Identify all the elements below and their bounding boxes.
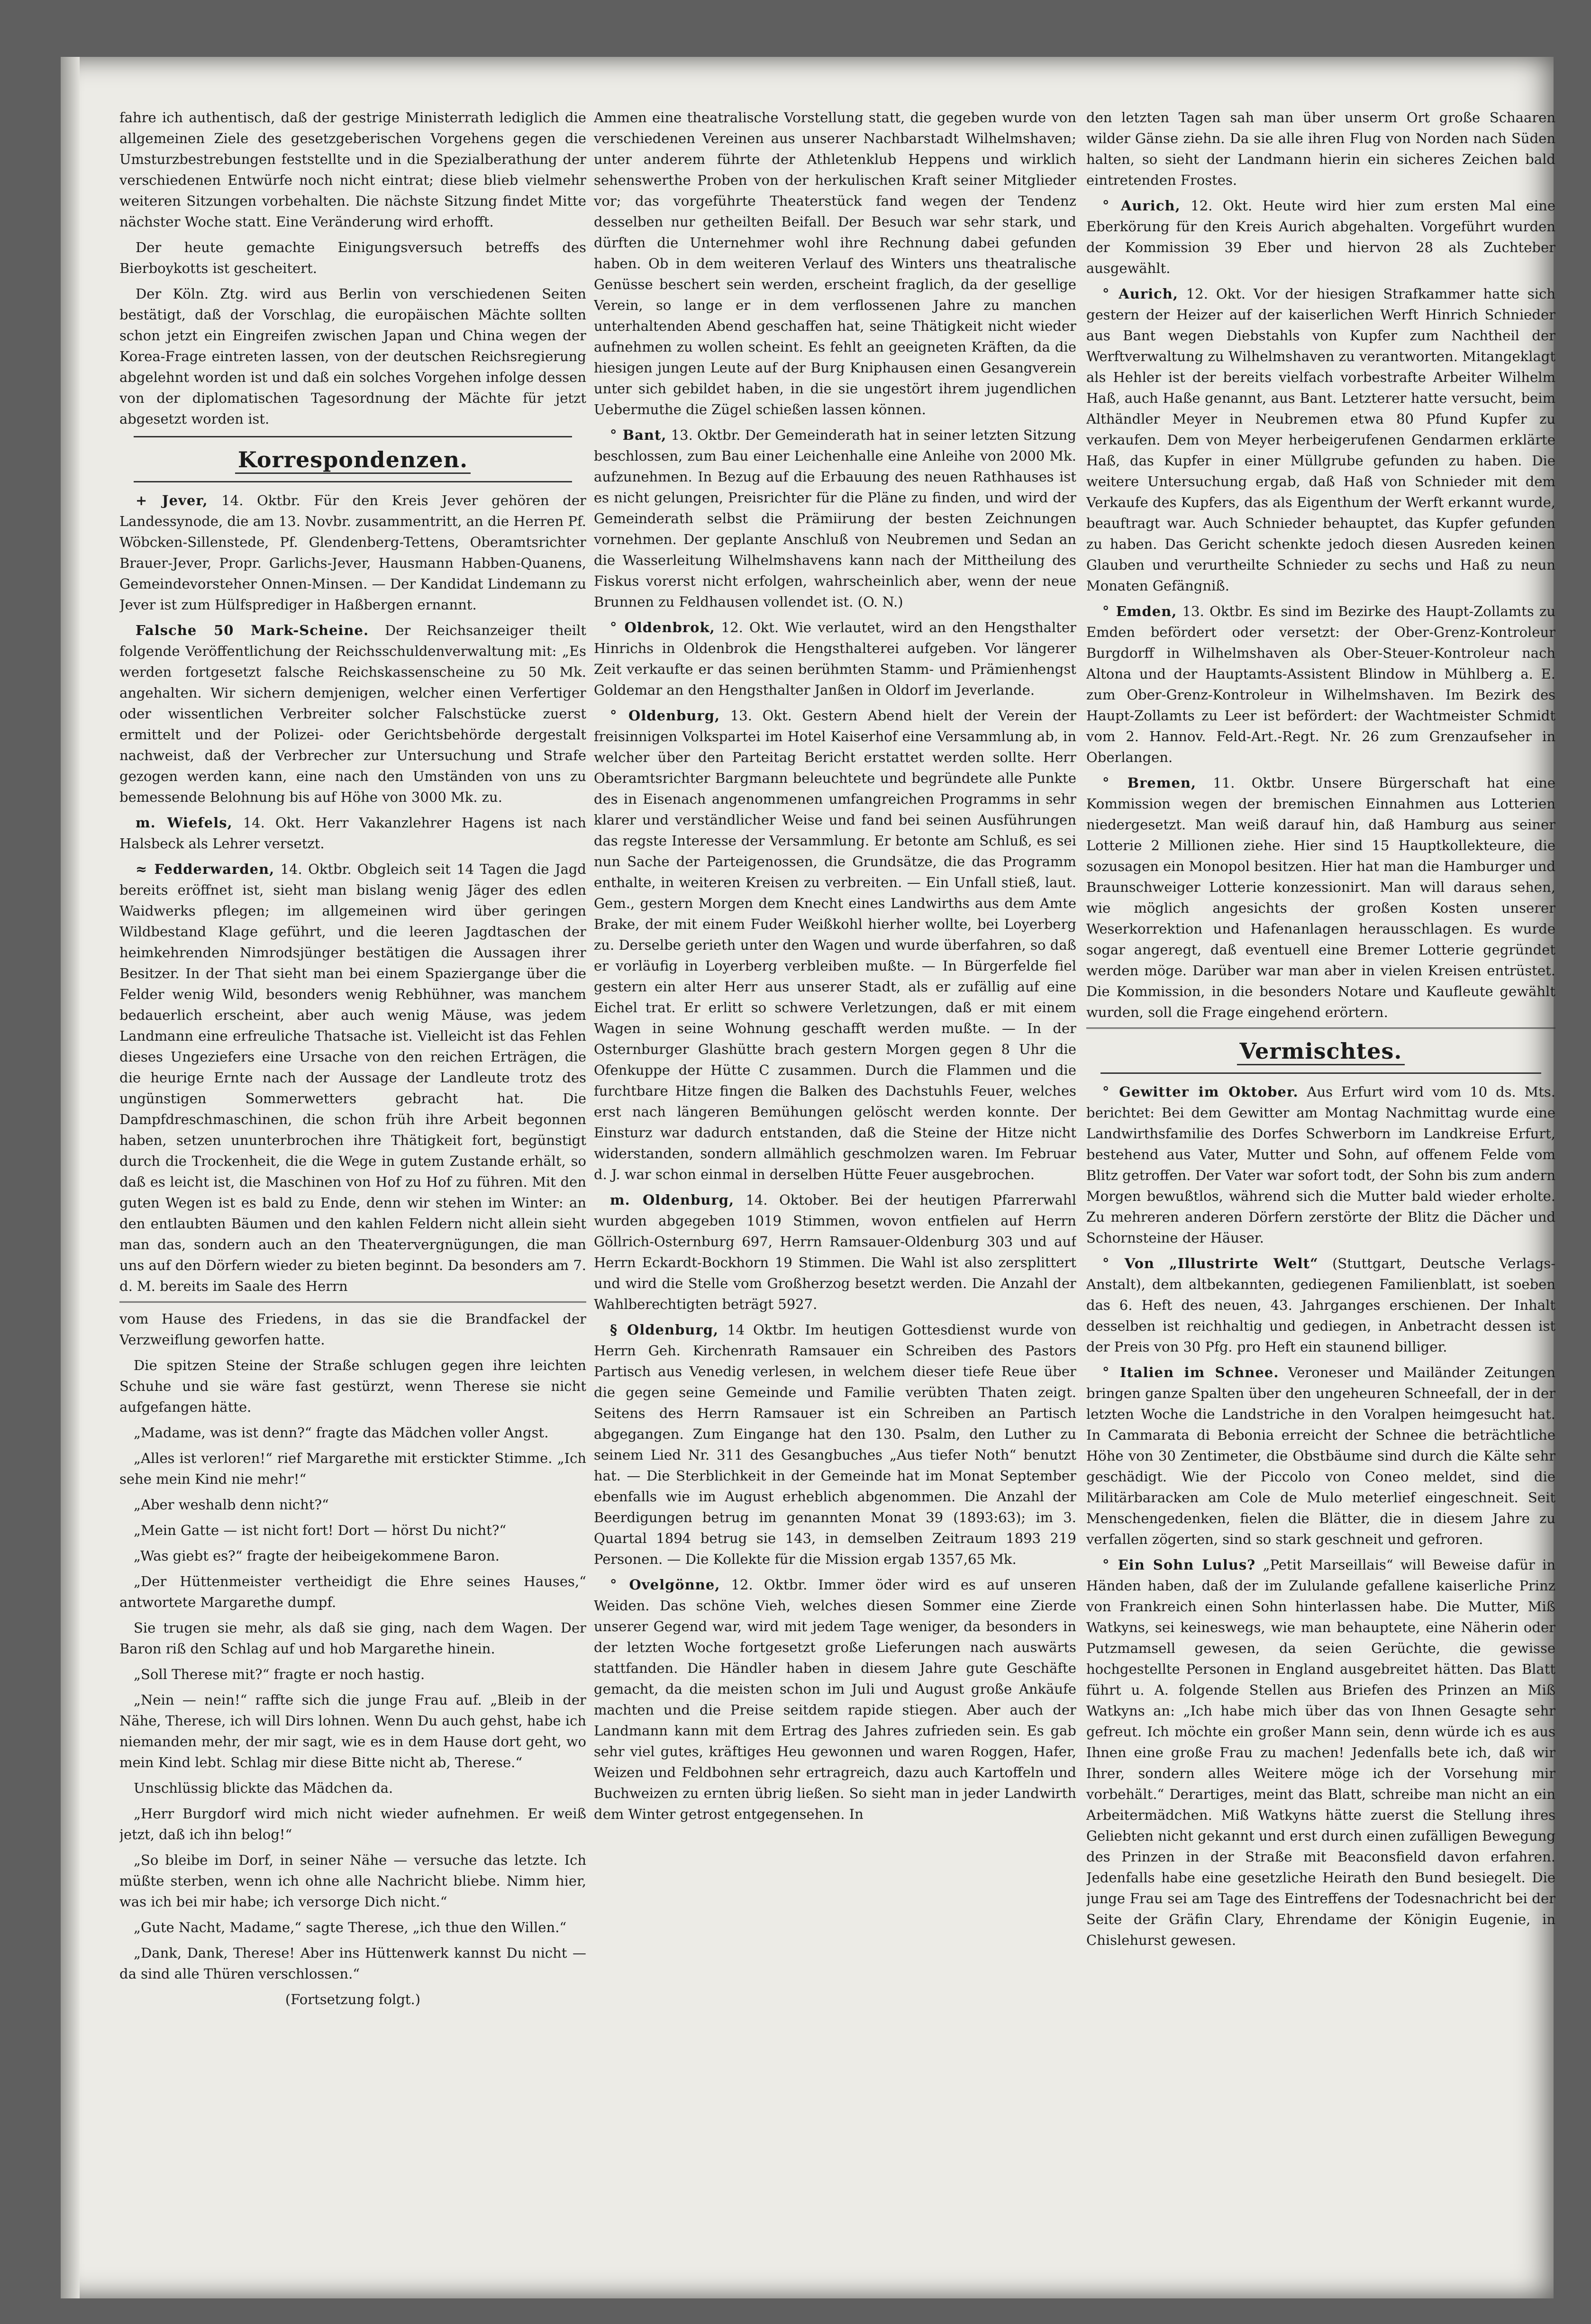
misc-news [1086, 1081, 1555, 1951]
news-body: den letzten Tagen sah man über unserm Ort große Schaaren wilder Gänse ziehn. Da sie alle ihren Flug von Norden nach Süden halten, so sieht der Landmann hierin ein sicheres Zeichen bald eintretenden Frostes. [1086, 109, 1555, 188]
news-item [1086, 195, 1555, 279]
paragraph: Der Köln. Ztg. wird aus Berlin von verschiedenen Seiten bestätigt, daß der Vorschlag, die europäischen Mächte sollten schon jetzt ein Eingreifen zwischen Japan und China wegen der Korea-Frage eintreten lassen, von der deutschen Reichsregierung abgelehnt worden ist und daß ein solches Vorgehen infolge dessen von der diplomatischen Tagesordnung der Mächte für jetzt abgesetzt worden ist. [119, 286, 586, 427]
news-body: 12. Okt. Wie verlautet, wird an den Hengsthalter Hinrichs in Oldenbrok die Hengsthalterei aufgeben. Vor längerer Zeit verkaufte er das seinen berühmten Stamm- und Prämienhengst Goldemar an den Hengsthalter Janßen in Oldorf im Jeverlande. [594, 619, 1076, 698]
paragraph: Unschlüssig blickte das Mädchen da. [134, 1780, 393, 1796]
news-body: 13. Oktbr. Der Gemeinderath hat in seiner letzten Sitzung beschlossen, zum Bau einer Leichenhalle eine Anleihe von 2000 Mk. aufzunehmen. In Bezug auf die Erbauung des neuen Rathhauses ist es nicht gelungen, Preisrichter für die Pläne zu finden, und wird der Gemeinderath selbst die Prämiirung der besten Zeichnungen vornehmen. Der geplante Anschluß von Neubremen und Sedan an die Wasserleitung Wilhelmshavens kann nach der Mittheilung des Fiskus vorerst nicht erfolgen, wahrscheinlich aber, wenn der neue Brunnen zu Feldhausen vollendet ist. (O. N.) [594, 427, 1076, 610]
paragraph: „So bleibe im Dorf, in seiner Nähe — versuche das letzte. Ich müßte sterben, wenn ich ohne alle Nachricht bliebe. Nimm hier, was ich bei mir habe; ich versorge Dich nicht.“ [119, 1852, 586, 1910]
news-dateline: + Jever, [136, 492, 208, 508]
section-heading-korrespondenzen [119, 447, 586, 472]
section-divider [134, 436, 572, 437]
news-body: 14. Oktober. Bei der heutigen Pfarrerwahl wurden abgegeben 1019 Stimmen, wovon entfielen auf Herrn Göllrich-Osternburg 697, Herrn Ramsauer-Oldenburg 303 und auf Herrn Eckardt-Bockhorn 19 Stimmen. Die Wahl ist also zersplittert und wird die Stelle vom Großherzog besetzt werden. Die Anzahl der Wahlberechtigten beträgt 5927. [594, 1192, 1076, 1312]
feuilleton-divider [119, 1301, 586, 1303]
news-body: 14. Oktbr. Obgleich seit 14 Tagen die Jagd bereits eröffnet ist, sieht man bislang wenig Jäger des edlen Waidwerks pflegen; im allgemeinen wird über geringen Wildbestand Klage geführt, und die leeren Jagdtaschen der heimkehrenden Nimrodsjünger bestätigen die Aussagen ihrer Besitzer. In der That sieht man bei einem Spaziergange über die Felder wenig Wild, besonders wenig Rebhühner, was manchem bedauerlich erscheint, aber auch wenig Mäuse, was jedem Landmann eine erfreuliche Thatsache ist. Vielleicht ist das Fehlen dieses Ungeziefers eine Ursache von den reichen Erträgen, die die heurige Ernte nach der Aussage der Landleute trotz des ungünstigen Sommerwetters gebracht hat. Die Dampfdreschmaschinen, die schon früh ihre Arbeit begonnen haben, setzen ununterbrochen ihre Thätigkeit fort, begünstigt durch die Trockenheit, die die Wege in gutem Zustande erhält, so daß es leicht ist, die Maschinen von Hof zu Hof zu führen. Mit den guten Wegen ist es bald zu Ende, denn wir stehen im Winter: an den entlaubten Bäumen und den kahlen Feldern nicht allein sieht man das, sondern auch an den Theatervergnügungen, die man uns auf den Dörfern wieder zu bieten beginnt. Da besonders am 7. d. M. bereits im Saale des Herrn [119, 861, 586, 1294]
news-body: „Petit Marseillais“ will Beweise dafür in Händen haben, daß der im Zululande gefallene kaiserliche Prinz von Frankreich einen Sohn hinterlassen habe. Die Mutter, Miß Watkyns, sei keineswegs, wie man behauptete, eine Näherin oder Putzmamsell gewesen, da seien Gerüchte, die gewisse hochgestellte Personen in England ausgebreitet hätten. Das Blatt führt u. A. folgende Stellen aus Briefen des Prinzen an Miß Watkyns an: „Ich habe mich über das von Ihnen Gesagte sehr gefreut. Ich möchte ein großer Mann sein, denn würde ich es aus Ihnen eine große Frau zu machen! Jedenfalls bete ich, daß wir Ihrer, sondern alles Weitere möge ich der Vorsehung mir vorbehält.“ Derartiges, meint das Blatt, schreibe man nicht an ein Arbeitermädchen. Miß Watkyns hätte zuerst die Stellung ihres Geliebten nicht gekannt und erst durch einen zufälligen Bewegung des Prinzen in der Straße mit Beaconsfield davon erfahren. Jedenfalls habe eine gesetzliche Heirath den Bund besiegelt. Die junge Frau sei am Tage des Eintreffens der Todesnachricht bei der Seite der Gräfin Clary, Ehrendame der Königin Eugenie, in Chislehurst gewesen. [1086, 1557, 1555, 1948]
news-item [1086, 283, 1555, 596]
news-body: 11. Oktbr. Unsere Bürgerschaft hat eine Kommission wegen der bremischen Einnahmen aus Lotterien niedergesetzt. Man weiß darauf hin, daß Hamburg aus seiner Lotterie 2 Millionen ziehe. Hier sind 15 Hauptkollekteure, die sozusagen ein Monopol besitzen. Hier hat man die Hamburger und Braunschweiger Lotterie konzessionirt. Man will daraus sehen, wie möglich angesichts der großen Kosten unserer Weserkorrektion und Hafenanlagen herausschlagen. Es wurde sogar angeregt, daß eventuell eine Bremer Lotterie gegründet werden möge. Darüber war man aber in vielen Kreisen entrüstet. Die Kommission, in die besonders Notare und Kaufleute gewählt wurden, soll die Frage eingehend erörtern. [1086, 775, 1555, 1020]
news-middle [594, 107, 1076, 1825]
paragraph: „Der Hüttenmeister vertheidigt die Ehre seines Hauses,“ antwortete Margarethe dumpf. [119, 1573, 586, 1610]
section-divider [1086, 1027, 1555, 1029]
news-item [119, 859, 586, 1297]
news-dateline: ° Aurich, [1102, 286, 1178, 302]
news-item [1086, 1081, 1555, 1248]
news-body: Veroneser und Mailänder Zeitungen bringen ganze Spalten über den ungeheuren Schneefall, der in der letzten Woche die Landstriche in den Voralpen heimgesucht hat. In Cammarata di Bebonia erreicht der Schnee die beträchtliche Höhe von 30 Zentimeter, die Obstbäume sind durch die Kälte sehr geschädigt. Wie der Piccolo von Coneo meldet, sind die Militärbaracken am Cole de Mulo meterlief eingeschneit. Seit Menschengedenken, fielen die Blätter, die in diesem Jahre zu verfallen zögerten, sind so stark geschneit und gefroren. [1086, 1364, 1555, 1547]
news-body: 14. Oktbr. Für den Kreis Jever gehören der Landessynode, die am 13. Novbr. zusammentritt, an die Herren Pf. Wöbcken-Sillenstede, Pf. Glendenberg-Tettens, Oberamtsrichter Brauer-Jever, Propr. Garlichs-Jever, Hausmann Habben-Quanens, Gemeindevorsteher Onnen-Minsen. — Der Kandidat Lindemann zu Jever ist zum Hülfsprediger in Haßbergen ernannt. [119, 492, 586, 613]
news-dateline: ° Gewitter im Oktober. [1102, 1084, 1299, 1100]
news-item [119, 620, 586, 808]
news-dateline: ° Oldenbrok, [610, 619, 715, 635]
news-dateline: m. Oldenburg, [610, 1192, 735, 1208]
page-gutter [61, 57, 80, 2298]
paragraph: „Was giebt es?“ fragte der heibeigekommene Baron. [134, 1548, 500, 1564]
paragraph: Sie trugen sie mehr, als daß sie ging, nach dem Wagen. Der Baron riß den Schlag auf und hob Margarethe hinein. [119, 1620, 586, 1657]
continuation-note: (Fortsetzung folgt.) [285, 1991, 421, 2007]
news-item [594, 617, 1076, 700]
lead-articles [119, 107, 586, 429]
news-item [594, 1319, 1076, 1570]
news-item [594, 705, 1076, 1185]
news-item [1086, 772, 1555, 1023]
section-title: Vermischtes. [1237, 1038, 1405, 1065]
news-dateline: ° Aurich, [1102, 198, 1181, 214]
paragraph: „Nein — nein!“ raffte sich die junge Frau auf. „Bleib in der Nähe, Therese, ich will Dirs lohnen. Wenn Du auch gehst, habe ich niemanden mehr, der mir sagt, wie es in dem Hause dort geht, wo mein Kind lebt. Schlag mir diese Bitte nicht ab, Therese.“ [119, 1692, 586, 1770]
paragraph: „Gute Nacht, Madame,“ sagte Therese, „ich thue den Willen.“ [134, 1919, 567, 1935]
news-dateline: ° Bant, [610, 427, 667, 443]
news-body: Ammen eine theatralische Vorstellung statt, die gegeben wurde von verschiedenen Vereinen aus unserer Nachbarstadt Wilhelmshaven; unter anderem führte der Athletenklub Heppens und wirklich sehenswerthe Proben von der herkulischen Kraft seiner Mitglieder vor; das vorgeführte Theaterstück fand wegen der Tendenz desselben nur getheilten Beifall. Der Besuch war sehr stark, und dürften die Unternehmer wohl ihre Rechnung dabei gefunden haben. Ob in dem weiteren Verlauf des Winters uns theatralische Genüsse beschert sein werden, erscheint fraglich, da der gesellige Verein, so lange er in dem verflossenen Jahre zu manchen unterhaltenden Abend geschaffen hat, seine Thätigkeit nicht wieder aufnehmen zu wollen scheint. Es fehlt an geeigneten Kräften, da die hiesigen jungen Leute auf der Burg Kniphausen einen Gesangverein unter sich gebildet haben, in die sie ungestört ihrem jugendlichen Uebermuthe die Zügel schießen lassen können. [594, 109, 1076, 418]
news-item [1086, 107, 1555, 191]
news-dateline: ° Von „Illustrirte Welt“ [1102, 1255, 1318, 1271]
paragraph: „Madame, was ist denn?“ fragte das Mädchen voller Angst. [134, 1425, 549, 1441]
news-dateline: m. Wiefels, [136, 815, 233, 831]
column-right [1086, 107, 1555, 1955]
news-item [1086, 1253, 1555, 1357]
news-body: 12. Oktbr. Immer öder wird es auf unseren Weiden. Das schöne Vieh, welches diesen Sommer eine Zierde unserer Gegend war, wird mit jedem Tage weniger, da besonders in der letzten Woche fortgesetzt große Lieferungen nach auswärts stattfanden. Die Händler haben in diesem Jahre gute Geschäfte gemacht, da die meisten schon im Juli und August große Ankäufe machten und die Preise seitdem rapide stiegen. Aber auch der Landmann kann mit dem Ertrag des Jahres zufrieden sein. Es gab sehr viel gutes, kräftiges Heu gewonnen und waren Roggen, Hafer, Weizen und Feldbohnen sehr ertragreich, dazu auch Kartoffeln und Buchweizen zu ernten übrig ließen. So sieht man in jeder Landwirth dem Winter getrost entgegensehen. In [594, 1577, 1076, 1822]
column-left [119, 107, 586, 2015]
news-body: 13. Oktbr. Es sind im Bezirke des Haupt-Zollamts zu Emden befördert oder versetzt: der Ober-Grenz-Kontroleur Burgdorff in Wilhelmshaven als Ober-Steuer-Kontroleur nach Altona und der Hauptamts-Assistent Blindow in Mühlberg a. E. zum Ober-Grenz-Kontroleur in Wilhelmshaven. Im Bezirk des Haupt-Zollamts zu Leer ist befördert: der Wachtmeister Schmidt vom 2. Hannov. Feld-Art.-Regt. Nr. 26 zum Grenzaufseher in Oberlangen. [1086, 603, 1555, 765]
news-body: 13. Okt. Gestern Abend hielt der Verein der freisinnigen Volkspartei im Hotel Kaiserhof eine Versammlung ab, in welcher über den Parteitag Bericht erstattet werden sollte. Herr Oberamtsrichter Bargmann beleuchtete und begründete alle Punkte des in Eisenach angenommenen umfangreichen Programms in sehr klarer und verständlicher Weise und fand bei seinen Ausführungen das regste Interesse der Versammlung. Er betonte am Schluß, es sei nun Sache der Parteigenossen, die Grundsätze, die das Programm enthalte, in weiteren Kreisen zu verbreiten. — Ein Unfall stieß, laut. Gem., gestern Morgen dem Knecht eines Landwirths aus dem Amte Brake, der mit einem Fuder Weißkohl hierher wollte, bei Loyerberg zu. Derselbe gerieth unter den Wagen und wurde überfahren, so daß er vorläufig in Loyerberg verbleiben mußte. — In Bürgerfelde fiel gestern ein alter Herr aus unserer Stadt, als er zufällig auf eine Eichel trat. Er erlitt so schwere Verletzungen, daß er mit einem Wagen in seine Wohnung geschafft werden mußte. — In der Osternburger Glashütte brach gestern Morgen gegen 8 Uhr die Ofenkuppe der Hütte C zusammen. Durch die Flammen und die furchtbare Hitze fingen die Balken des Dachstuhls Feuer, welches erst nach längeren Bemühungen gelöscht werden konnte. Der Einsturz war dadurch entstanden, daß die Steine der Hitze nicht widerstanden, sondern allmählich geschmolzen waren. Im Februar d. J. war schon einmal in derselben Hütte Feuer ausgebrochen. [594, 708, 1076, 1182]
paragraph: Die spitzen Steine der Straße schlugen gegen ihre leichten Schuhe und sie wäre fast gestürzt, wenn Therese sie nicht aufgefangen hätte. [119, 1357, 586, 1415]
news-item [594, 1189, 1076, 1315]
news-item [119, 490, 586, 615]
news-korrespondenzen [119, 490, 586, 1297]
paragraph: „Aber weshalb denn nicht?“ [134, 1497, 329, 1513]
paragraph: vom Hause des Friedens, in das sie die Brandfackel der Verzweiflung geworfen hatte. [119, 1311, 586, 1348]
paragraph: „Soll Therese mit?“ fragte er noch hastig. [134, 1666, 425, 1682]
news-dateline: ° Italien im Schnee. [1102, 1364, 1279, 1380]
news-item [1086, 1362, 1555, 1550]
section-title: Korrespondenzen. [235, 447, 471, 474]
news-dateline: ° Ovelgönne, [610, 1577, 720, 1593]
column-middle [594, 107, 1076, 1829]
paragraph: „Mein Gatte — ist nicht fort! Dort — hörst Du nicht?“ [134, 1522, 507, 1538]
news-dateline: ° Oldenburg, [610, 708, 720, 724]
news-dateline: ° Bremen, [1102, 775, 1197, 791]
section-heading-vermischtes [1086, 1038, 1555, 1064]
paragraph: „Dank, Dank, Therese! Aber ins Hüttenwerk kannst Du nicht — da sind alle Thüren verschlossen.“ [119, 1945, 586, 1982]
news-dateline: ° Ein Sohn Lulus? [1102, 1557, 1256, 1573]
news-body: Der Reichsanzeiger theilt folgende Veröffentlichung der Reichsschuldenverwaltung mit: „Es werden fortgesetzt falsche Reichskassenscheine zu 50 Mk. angehalten. Wir sichern demjenigen, welcher einen Verfertiger oder wissentlichen Verbreiter solcher Falschstücke zuerst ermittelt und der Polizei- oder Gerichtsbehörde dergestalt nachweist, daß der Verbrecher zur Untersuchung und Strafe gezogen werden kann, eine nach den Umständen von uns zu bemessende Belohnung bis auf Höhe von 3000 Mk. zu. [119, 622, 586, 805]
news-item [594, 107, 1076, 420]
news-dateline: Falsche 50 Mark-Scheine. [136, 622, 369, 638]
news-dateline: ° Emden, [1102, 603, 1177, 619]
section-divider [134, 481, 572, 482]
news-body: 14 Oktbr. Im heutigen Gottesdienst wurde von Herrn Geh. Kirchenrath Ramsauer ein Schreiben des Pastors Partisch aus Venedig verlesen, in welchem dieser tiefe Reue über die gegen seine Gemeinde und Familie verübten Thaten zeigt. Seitens des Herrn Ramsauer ist ein Schreiben an Partisch abgegangen. Zum Eingange hat den 130. Psalm, den Luther zu seinem Lied Nr. 311 des Gesangbuches „Aus tiefer Noth“ benutzt hat. — Die Sterblichkeit in der Gemeinde hat im Monat September ebenfalls wie im August erheblich abgenommen. Die Anzahl der Beerdigungen betrug im genannten Monat 39 (1893:63); im 3. Quartal 1894 betrug sie 143, in demselben Zeitraum 1893 219 Personen. — Die Kollekte für die Mission ergab 1357,65 Mk. [594, 1322, 1076, 1567]
news-item [1086, 1554, 1555, 1951]
news-body: 14. Okt. Herr Vakanzlehrer Hagens ist nach Halsbeck als Lehrer versetzt. [119, 815, 586, 852]
news-body: Aus Erfurt wird vom 10 ds. Mts. berichtet: Bei dem Gewitter am Montag Nachmittag wurde eine Landwirthsfamilie des Dorfes Schwerborn im Landkreise Erfurt, bestehend aus Vater, Mutter und Sohn, auf offenem Felde vom Blitz getroffen. Der Vater war sofort todt, der Sohn bis zum andern Morgen bewußtlos, während sich die Mutter bald wieder erholte. Zu mehreren anderen Dörfern zerstörte der Blitz die Dächer und Schornsteine der Häuser. [1086, 1084, 1555, 1246]
news-body: 12. Okt. Vor der hiesigen Strafkammer hatte sich gestern der Heizer auf der kaiserlichen Werft Hinrich Schnieder aus Bant wegen Diebstahls von Kupfer zum Nachtheil der Werftverwaltung zu Wilhelmshaven zu verantworten. Mitangeklagt als Hehler ist der bereits vielfach vorbestrafte Arbeiter Wilhelm Haß, auch Haße genannt, aus Bant. Letzterer hatte versucht, beim Althändler Meyer in Neubremen etwa 80 Pfund Kupfer zu verkaufen. Dem von Meyer herbeigerufenen Gendarmen erklärte Haß, das Kupfer in einer Müllgrube gefunden zu haben. Die weitere Untersuchung ergab, daß Haß von Schnieder mit dem Verkaufe des Kupfers, das als Eigenthum der Werft erkannt wurde, beauftragt war. Auch Schnieder behauptet, das Kupfer gefunden zu haben. Das Gericht schenkte jedoch diesen Ausreden keinen Glauben und verurtheilte Schnieder zu sechs und Haß zu neun Monaten Gefängniß. [1086, 286, 1555, 594]
news-right [1086, 107, 1555, 1023]
feuilleton [119, 1308, 586, 1984]
paragraph: fahre ich authentisch, daß der gestrige Ministerrath lediglich die allgemeinen Ziele des gesetzgeberischen Vorgehens gegen die Umsturzbestrebungen feststellte und in die Spezialberathung der verschiedenen Entwürfe noch nicht eintrat; diese blieb vielmehr weiteren Sitzungen vorbehalten. Die nächste Sitzung findet Mitte nächster Woche statt. Eine Veränderung wird erhofft. [119, 109, 586, 230]
news-body: 12. Okt. Heute wird hier zum ersten Mal eine Eberkörung für den Kreis Aurich abgehalten. Vorgeführt wurden der Kommission 39 Eber und hiervon 28 als Zuchteber ausgewählt. [1086, 198, 1555, 276]
news-item [594, 1574, 1076, 1825]
news-item [594, 425, 1076, 612]
section-divider [1100, 1072, 1541, 1074]
news-body: (Stuttgart, Deutsche Verlags-Anstalt), dem altbekannten, gediegenen Familienblatt, ist soeben das 6. Heft des neuen, 43. Jahrganges erschienen. Der Inhalt desselben ist reichhaltig und gediegen, in Anbetracht dessen ist der Preis von 30 Pfg. pro Heft ein staunend billiger. [1086, 1255, 1555, 1355]
news-dateline: § Oldenburg, [610, 1322, 719, 1338]
news-dateline: ≈ Fedderwarden, [136, 861, 275, 877]
paragraph: „Alles ist verloren!“ rief Margarethe mit erstickter Stimme. „Ich sehe mein Kind nie mehr!“ [119, 1450, 586, 1487]
news-item [1086, 601, 1555, 768]
paragraph: Der heute gemachte Einigungsversuch betreffs des Bierboykotts ist gescheitert. [119, 239, 586, 276]
paragraph: „Herr Burgdorf wird mich nicht wieder aufnehmen. Er weiß jetzt, daß ich ihn belog!“ [119, 1806, 586, 1843]
news-item [119, 812, 586, 854]
